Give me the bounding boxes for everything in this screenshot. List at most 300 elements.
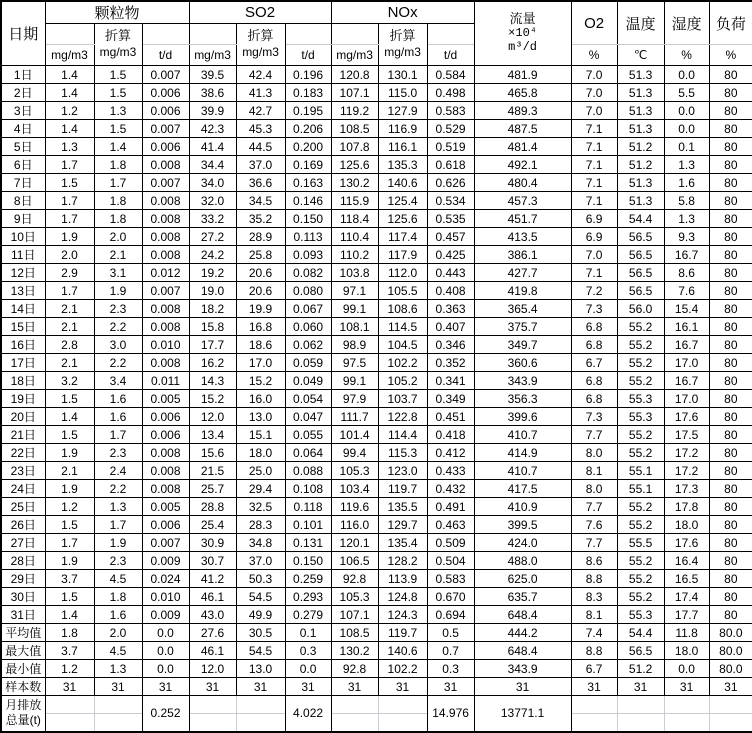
value-cell: 51.3 (617, 66, 664, 84)
value-cell: 17.0 (236, 354, 285, 372)
row-label-cell: 5日 (1, 138, 45, 156)
value-cell: 0.206 (285, 120, 331, 138)
value-cell: 0.008 (142, 480, 189, 498)
value-cell: 31 (474, 678, 571, 696)
table-row (1, 606, 752, 624)
value-cell: 0.0 (142, 660, 189, 678)
value-cell: 6.9 (571, 228, 617, 246)
value-cell: 0.451 (427, 408, 474, 426)
value-cell: 0.346 (427, 336, 474, 354)
value-cell: 0.007 (142, 282, 189, 300)
value-cell: 0.0 (285, 660, 331, 678)
value-cell: 1.3 (664, 156, 709, 174)
value-cell: 0.259 (285, 570, 331, 588)
value-cell: 17.7 (189, 336, 236, 354)
value-cell: 1.8 (45, 624, 94, 642)
value-cell: 1.7 (45, 156, 94, 174)
value-cell: 0.418 (427, 426, 474, 444)
value-cell: 0.059 (285, 354, 331, 372)
value-cell: 0.008 (142, 444, 189, 462)
value-cell: 0.3 (427, 660, 474, 678)
value-cell: 114.5 (378, 318, 427, 336)
value-cell: 0.049 (285, 372, 331, 390)
value-cell: 16.5 (664, 570, 709, 588)
value-cell: 51.2 (617, 138, 664, 156)
value-cell: 108.5 (331, 120, 378, 138)
value-cell: 56.5 (617, 228, 664, 246)
value-cell: 413.5 (474, 228, 571, 246)
value-cell: 127.9 (378, 102, 427, 120)
value-cell: 31 (285, 678, 331, 696)
table-row (1, 282, 752, 300)
table-row (1, 390, 752, 408)
value-cell: 1.3 (94, 102, 142, 120)
value-cell: 31 (94, 678, 142, 696)
value-cell: 80 (709, 570, 752, 588)
value-cell: 41.3 (236, 84, 285, 102)
value-cell: 1.9 (45, 228, 94, 246)
value-cell: 30.5 (236, 624, 285, 642)
value-cell: 140.6 (378, 174, 427, 192)
value-cell: 1.5 (45, 390, 94, 408)
particulate-td-header: t/d (142, 45, 189, 66)
value-cell: 8.6 (571, 552, 617, 570)
value-cell: 97.1 (331, 282, 378, 300)
value-cell: 55.3 (617, 390, 664, 408)
value-cell: 0.008 (142, 192, 189, 210)
value-cell: 0.363 (427, 300, 474, 318)
value-cell: 0.534 (427, 192, 474, 210)
value-cell: 8.8 (571, 570, 617, 588)
value-cell: 6.8 (571, 372, 617, 390)
row-label-cell: 平均值 (1, 624, 45, 642)
value-cell: 487.5 (474, 120, 571, 138)
value-cell: 51.2 (617, 156, 664, 174)
value-cell: 119.2 (331, 102, 378, 120)
row-label-cell: 19日 (1, 390, 45, 408)
value-cell: 0.005 (142, 498, 189, 516)
value-cell: 1.3 (664, 210, 709, 228)
value-cell: 0.408 (427, 282, 474, 300)
value-cell: 135.3 (378, 156, 427, 174)
value-cell: 140.6 (378, 642, 427, 660)
value-cell: 80 (709, 174, 752, 192)
table-row (1, 462, 752, 480)
value-cell: 38.6 (189, 84, 236, 102)
row-label-cell: 31日 (1, 606, 45, 624)
value-cell: 19.2 (189, 264, 236, 282)
value-cell: 51.3 (617, 84, 664, 102)
table-row (1, 336, 752, 354)
value-cell: 54.5 (236, 642, 285, 660)
value-cell: 492.1 (474, 156, 571, 174)
value-cell: 107.1 (331, 606, 378, 624)
value-cell: 419.8 (474, 282, 571, 300)
value-cell: 0.146 (285, 192, 331, 210)
value-cell: 117.9 (378, 246, 427, 264)
row-label-cell: 9日 (1, 210, 45, 228)
table-row (1, 318, 752, 336)
empty-header-cell (189, 24, 236, 45)
value-cell: 7.3 (571, 300, 617, 318)
value-cell: 0.006 (142, 102, 189, 120)
value-cell: 42.4 (236, 66, 285, 84)
value-cell: 124.3 (378, 606, 427, 624)
value-cell: 17.3 (664, 480, 709, 498)
value-cell: 0.618 (427, 156, 474, 174)
value-cell: 5.5 (664, 84, 709, 102)
value-cell: 648.4 (474, 606, 571, 624)
value-cell: 625.0 (474, 570, 571, 588)
value-cell: 8.0 (571, 444, 617, 462)
value-cell: 0.150 (285, 210, 331, 228)
value-cell: 80.0 (709, 624, 752, 642)
value-cell: 80 (709, 444, 752, 462)
value-cell: 120.8 (331, 66, 378, 84)
value-cell: 0.529 (427, 120, 474, 138)
value-cell: 80 (709, 300, 752, 318)
value-cell: 31 (189, 678, 236, 696)
value-cell: 17.0 (664, 390, 709, 408)
value-cell: 115.3 (378, 444, 427, 462)
value-cell: 1.8 (94, 210, 142, 228)
value-cell: 0.006 (142, 84, 189, 102)
load-unit-header: % (709, 45, 752, 66)
value-cell: 25.4 (189, 516, 236, 534)
so2-unit-header: mg/m3 (189, 45, 236, 66)
value-cell: 0.443 (427, 264, 474, 282)
value-cell: 356.3 (474, 390, 571, 408)
value-cell: 1.9 (45, 480, 94, 498)
value-cell: 0.457 (427, 228, 474, 246)
value-cell: 1.8 (94, 156, 142, 174)
value-cell: 118.4 (331, 210, 378, 228)
value-cell: 13.0 (236, 660, 285, 678)
o2-unit-header: % (571, 45, 617, 66)
value-cell: 2.1 (45, 354, 94, 372)
value-cell: 0.118 (285, 498, 331, 516)
value-cell: 55.2 (617, 372, 664, 390)
value-cell: 2.8 (45, 336, 94, 354)
value-cell: 28.3 (236, 516, 285, 534)
value-cell: 1.7 (94, 426, 142, 444)
row-label-cell: 16日 (1, 336, 45, 354)
value-cell: 1.9 (94, 282, 142, 300)
value-cell: 2.1 (45, 300, 94, 318)
value-cell (94, 696, 142, 732)
value-cell: 1.4 (45, 408, 94, 426)
value-cell: 0.012 (142, 264, 189, 282)
value-cell: 80 (709, 138, 752, 156)
value-cell: 1.4 (45, 606, 94, 624)
value-cell: 18.2 (189, 300, 236, 318)
value-cell (236, 696, 285, 732)
value-cell: 0.584 (427, 66, 474, 84)
value-cell: 0.498 (427, 84, 474, 102)
value-cell: 99.1 (331, 372, 378, 390)
value-cell: 0.008 (142, 156, 189, 174)
value-cell: 49.9 (236, 606, 285, 624)
row-label-cell: 29日 (1, 570, 45, 588)
value-cell: 6.8 (571, 336, 617, 354)
value-cell: 80 (709, 210, 752, 228)
value-cell: 1.3 (94, 660, 142, 678)
value-cell: 2.3 (94, 444, 142, 462)
value-cell: 399.5 (474, 516, 571, 534)
value-cell: 0.131 (285, 534, 331, 552)
table-row (1, 354, 752, 372)
row-label-cell: 12日 (1, 264, 45, 282)
value-cell: 0.008 (142, 318, 189, 336)
row-label-cell: 13日 (1, 282, 45, 300)
value-cell: 24.2 (189, 246, 236, 264)
value-cell: 80 (709, 66, 752, 84)
value-cell: 0.1 (664, 138, 709, 156)
value-cell: 2.1 (45, 462, 94, 480)
value-cell (45, 696, 94, 732)
value-cell: 489.3 (474, 102, 571, 120)
value-cell: 30.9 (189, 534, 236, 552)
so2-converted-header: 折算 mg/m3 (236, 24, 285, 66)
value-cell: 15.4 (664, 300, 709, 318)
value-cell: 1.8 (94, 588, 142, 606)
value-cell: 15.1 (236, 426, 285, 444)
value-cell: 451.7 (474, 210, 571, 228)
value-cell: 55.2 (617, 570, 664, 588)
value-cell: 0.504 (427, 552, 474, 570)
row-label-cell: 24日 (1, 480, 45, 498)
value-cell: 0.010 (142, 336, 189, 354)
value-cell: 0.626 (427, 174, 474, 192)
value-cell: 1.7 (45, 534, 94, 552)
value-cell: 116.1 (378, 138, 427, 156)
value-cell: 80 (709, 390, 752, 408)
value-cell: 108.5 (331, 624, 378, 642)
value-cell: 0.7 (427, 642, 474, 660)
table-row (1, 534, 752, 552)
value-cell: 105.3 (331, 588, 378, 606)
value-cell: 19.9 (236, 300, 285, 318)
value-cell: 8.6 (664, 264, 709, 282)
value-cell: 28.9 (236, 228, 285, 246)
value-cell (709, 696, 752, 732)
value-cell: 0.3 (285, 642, 331, 660)
value-cell: 110.4 (331, 228, 378, 246)
value-cell: 2.9 (45, 264, 94, 282)
value-cell: 113.9 (378, 570, 427, 588)
value-cell: 17.7 (664, 606, 709, 624)
value-cell: 13771.1 (474, 696, 571, 732)
value-cell: 3.4 (94, 372, 142, 390)
row-label-cell: 14日 (1, 300, 45, 318)
value-cell: 0.108 (285, 480, 331, 498)
value-cell: 0.412 (427, 444, 474, 462)
value-cell: 25.0 (236, 462, 285, 480)
value-cell: 0.252 (142, 696, 189, 732)
value-cell: 1.9 (94, 534, 142, 552)
table-body (1, 66, 752, 732)
flow-unit: m³/d (508, 39, 537, 54)
summary-row (1, 642, 752, 660)
value-cell: 102.2 (378, 660, 427, 678)
value-cell: 34.4 (189, 156, 236, 174)
value-cell: 0.024 (142, 570, 189, 588)
row-label-cell: 11日 (1, 246, 45, 264)
value-cell: 80 (709, 372, 752, 390)
value-cell: 0.0 (664, 120, 709, 138)
value-cell: 0.433 (427, 462, 474, 480)
row-label-cell: 10日 (1, 228, 45, 246)
value-cell: 1.4 (45, 120, 94, 138)
value-cell: 28.8 (189, 498, 236, 516)
value-cell: 1.2 (45, 498, 94, 516)
temperature-column-header: 温度 (617, 1, 664, 45)
table-row (1, 228, 752, 246)
value-cell: 8.1 (571, 462, 617, 480)
empty-header-cell (45, 24, 94, 45)
value-cell: 0.694 (427, 606, 474, 624)
row-label-cell: 样本数 (1, 678, 45, 696)
value-cell: 1.7 (45, 282, 94, 300)
value-cell: 37.0 (236, 552, 285, 570)
value-cell: 43.0 (189, 606, 236, 624)
temperature-unit-header: ℃ (617, 45, 664, 66)
value-cell: 55.2 (617, 516, 664, 534)
value-cell: 135.4 (378, 534, 427, 552)
value-cell: 0.535 (427, 210, 474, 228)
value-cell: 0.006 (142, 408, 189, 426)
table-row (1, 174, 752, 192)
value-cell: 107.8 (331, 138, 378, 156)
table-row (1, 102, 752, 120)
row-label-cell: 2日 (1, 84, 45, 102)
value-cell: 0.583 (427, 102, 474, 120)
table-row (1, 246, 752, 264)
particulate-unit-header: mg/m3 (45, 45, 94, 66)
value-cell: 1.6 (94, 408, 142, 426)
value-cell: 0.519 (427, 138, 474, 156)
value-cell: 80 (709, 462, 752, 480)
value-cell: 56.5 (617, 282, 664, 300)
value-cell (189, 696, 236, 732)
table-row (1, 480, 752, 498)
value-cell: 18.6 (236, 336, 285, 354)
value-cell: 18.0 (236, 444, 285, 462)
value-cell: 9.3 (664, 228, 709, 246)
value-cell: 8.3 (571, 588, 617, 606)
table-row (1, 156, 752, 174)
value-cell: 54.4 (617, 624, 664, 642)
value-cell: 16.1 (664, 318, 709, 336)
value-cell: 0.183 (285, 84, 331, 102)
value-cell: 2.3 (94, 552, 142, 570)
value-cell: 16.2 (189, 354, 236, 372)
value-cell: 15.2 (236, 372, 285, 390)
value-cell: 107.1 (331, 84, 378, 102)
value-cell: 103.4 (331, 480, 378, 498)
value-cell: 0.583 (427, 570, 474, 588)
value-cell: 1.9 (45, 444, 94, 462)
value-cell: 14.976 (427, 696, 474, 732)
value-cell: 0.007 (142, 174, 189, 192)
value-cell: 7.7 (571, 426, 617, 444)
value-cell: 0.509 (427, 534, 474, 552)
table-row (1, 192, 752, 210)
humidity-column-header: 湿度 (664, 1, 709, 45)
row-label-cell: 3日 (1, 102, 45, 120)
row-label-cell: 22日 (1, 444, 45, 462)
value-cell: 16.0 (236, 390, 285, 408)
value-cell: 55.3 (617, 408, 664, 426)
value-cell: 7.2 (571, 282, 617, 300)
value-cell: 80 (709, 228, 752, 246)
value-cell: 128.2 (378, 552, 427, 570)
value-cell: 103.8 (331, 264, 378, 282)
value-cell: 36.6 (236, 174, 285, 192)
summary-row (1, 624, 752, 642)
value-cell: 1.4 (45, 66, 94, 84)
value-cell: 0.293 (285, 588, 331, 606)
flow-column-header (474, 1, 571, 66)
row-label-cell: 最大值 (1, 642, 45, 660)
value-cell: 102.2 (378, 354, 427, 372)
value-cell: 20.6 (236, 282, 285, 300)
value-cell: 3.7 (45, 570, 94, 588)
value-cell: 119.7 (378, 624, 427, 642)
table-row (1, 372, 752, 390)
value-cell: 108.6 (378, 300, 427, 318)
row-label-cell: 7日 (1, 174, 45, 192)
value-cell: 30.7 (189, 552, 236, 570)
value-cell: 105.2 (378, 372, 427, 390)
table-row (1, 516, 752, 534)
value-cell: 0.010 (142, 588, 189, 606)
value-cell: 32.5 (236, 498, 285, 516)
value-cell: 55.2 (617, 336, 664, 354)
value-cell: 56.5 (617, 246, 664, 264)
value-cell: 15.2 (189, 390, 236, 408)
value-cell: 0.1 (285, 624, 331, 642)
value-cell (571, 696, 617, 732)
value-cell: 17.8 (664, 498, 709, 516)
value-cell: 480.4 (474, 174, 571, 192)
table-row (1, 426, 752, 444)
row-label-cell: 月排放总量(t) (1, 696, 45, 732)
table-row (1, 444, 752, 462)
empty-header-cell (285, 24, 331, 45)
value-cell: 17.6 (664, 408, 709, 426)
value-cell: 55.2 (617, 588, 664, 606)
value-cell: 2.0 (94, 624, 142, 642)
value-cell: 0.169 (285, 156, 331, 174)
value-cell: 1.5 (94, 84, 142, 102)
value-cell: 444.2 (474, 624, 571, 642)
value-cell: 0.008 (142, 246, 189, 264)
value-cell: 13.4 (189, 426, 236, 444)
value-cell: 12.0 (189, 660, 236, 678)
table-row (1, 498, 752, 516)
value-cell: 42.3 (189, 120, 236, 138)
value-cell: 16.8 (236, 318, 285, 336)
row-label-cell: 21日 (1, 426, 45, 444)
value-cell: 34.8 (236, 534, 285, 552)
value-cell: 5.8 (664, 192, 709, 210)
value-cell: 12.0 (189, 408, 236, 426)
value-cell: 2.1 (94, 246, 142, 264)
value-cell: 108.1 (331, 318, 378, 336)
group-header-so2: SO2 (189, 1, 331, 24)
value-cell: 54.5 (236, 588, 285, 606)
